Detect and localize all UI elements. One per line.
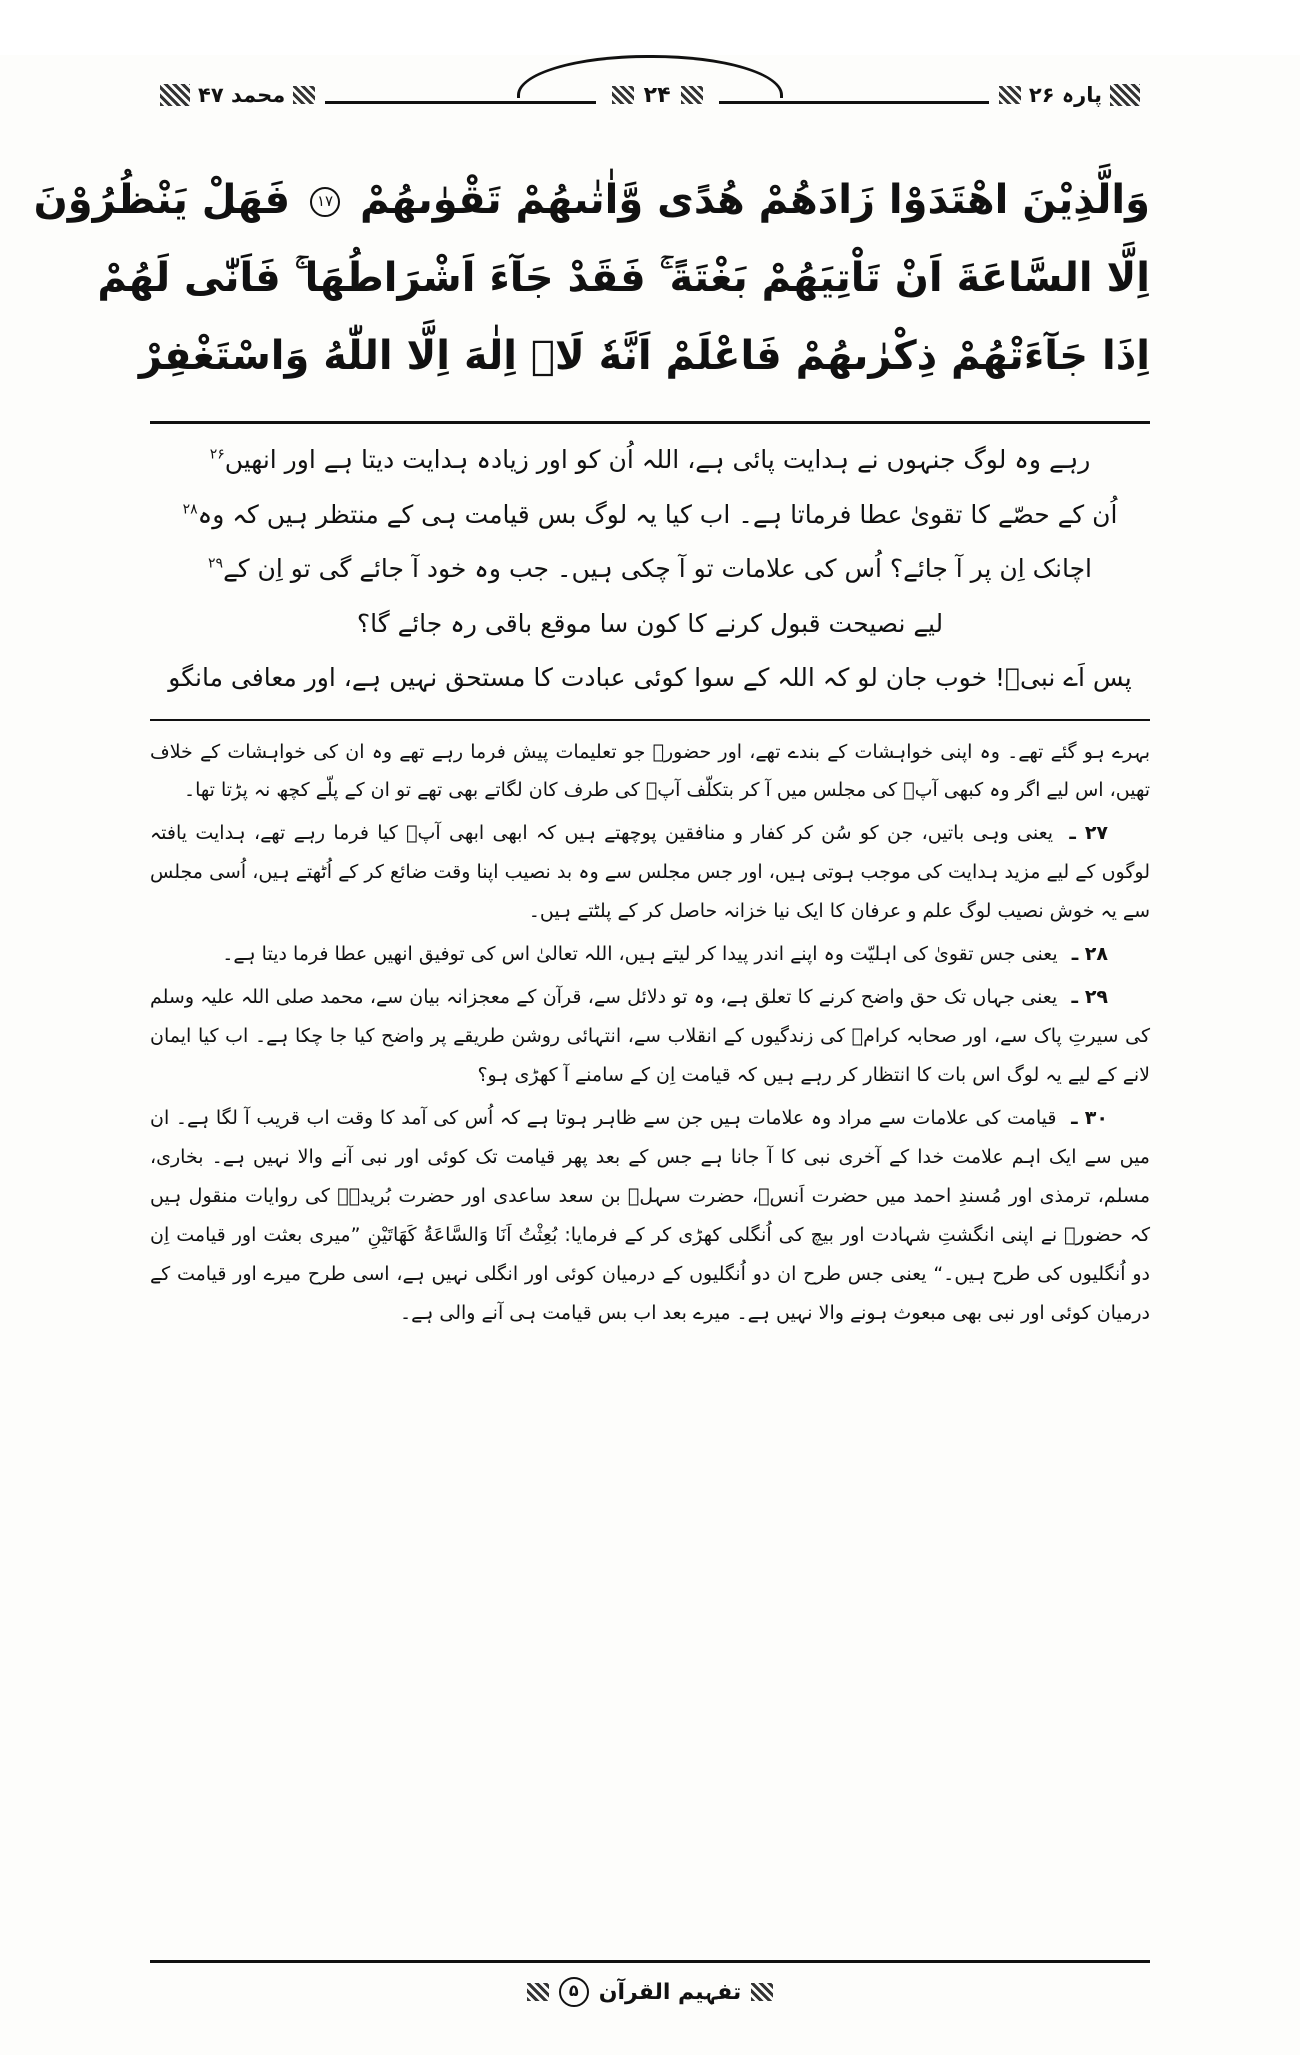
arabic-line-text: اِلَّا السَّاعَةَ اَنْ تَاْتِیَهُمْ بَغْتَةً ۚ فَقَدْ جَآءَ اَشْرَاطُهَا ۚ فَاَنّٰى لَهُمْ [97,255,1150,301]
arabic-line-text: وَالَّذِیْنَ اهْتَدَوْا زَادَهُمْ هُدًى وَّاٰتٰىهُمْ تَقْوٰىهُمْ [359,177,1150,223]
urdu-translation-block [150,434,1150,705]
ornament-icon [681,86,703,104]
header-page-number-cell [596,83,719,108]
ornament-icon [751,1983,773,2001]
header-page-number: ۲۴ [643,82,671,108]
ornament-icon [999,86,1021,104]
header-surah-cell [150,83,325,107]
arabic-line-text-part-a: اِذَا جَآءَتْهُمْ ذِكْرٰىهُمْ فَاعْلَمْ اَنَّهٗ لَاۤ اِلٰهَ اِلَّا اللّٰهُ وَاسْتَغْفِرْ [138,333,1150,379]
arabic-verses-block [33,161,1150,395]
section-divider-commentary [150,719,1150,721]
footer-divider-rule [150,1960,1150,1963]
section-divider-top [150,421,1150,424]
translation-text: پس اَے نبیؐ! خوب جان لو کہ اللہ کے سوا کوئی عبادت کا مستحق نہیں ہے، اور معافی مانگو [168,663,1132,692]
translation-text: اُن کے حصّے کا تقویٰ عطا فرماتا ہے۔ اب کیا یہ لوگ بس قیامت ہی کے منتظر ہیں کہ وہ [197,499,1118,529]
footer-volume-badge: ۵ [559,1977,589,2007]
translation-footnote-ref: ۲۹ [208,555,224,572]
translation-footnote-ref: ۲۶ [209,446,225,463]
translation-text: رہے وہ لوگ جنہوں نے ہدایت پائی ہے، اللہ اُن کو اور زیادہ ہدایت دیتا ہے اور انھیں [224,445,1091,474]
commentary-note-number: ۲۹ ـ [1071,986,1109,1009]
translation-line [150,489,1150,542]
arabic-line [33,161,1150,239]
translation-line [150,598,1150,651]
ornament-icon [160,84,190,106]
footer-book-mark [527,1977,774,2007]
header-surah-label: محمد ۴۷ [198,83,286,107]
commentary-note-number: ۳۰ ـ [1071,1106,1108,1129]
translation-line [150,543,1150,596]
commentary-paragraph [150,978,1150,1095]
commentary-text: یعنی جہاں تک حق واضح کرنے کا تعلق ہے، وہ تو دلائل سے، قرآن کے معجزانہ بیان سے، محمد صلی اللہ علیہ وسلم کی سیرتِ پاک سے، اور صحابہ کرامؓ کی زندگیوں کے انقلاب سے، انتہائی روشن طریقے پر واضح کیا جا چکا ہے۔ اب کیا ایمان لانے کے لیے یہ لوگ اس بات کا انتظار کر رہے ہیں کہ قیامت اِن کے سامنے آ کھڑی ہو؟ [150,986,1150,1086]
header-para-label: پارہ ۲۶ [1028,83,1102,107]
ornament-icon [293,86,315,104]
commentary-block [150,733,1150,1333]
arabic-line [138,317,1150,395]
commentary-text: قیامت کی علامات سے مراد وہ علامات ہیں جن سے ظاہر ہوتا ہے کہ اُس کی آمد کا وقت اب قریب آ لگا ہے۔ ان میں سے ایک اہم علامت خدا کے آخری نبی کا آ جانا ہے جس کے بعد پھر قیامت تک کوئی اور نبی آنے والا نہیں ہے۔ بخاری، مسلم، ترمذی اور مُسندِ احمد میں حضرت اَنسؓ، حضرت سہلؓ بن سعد ساعدی اور حضرت بُریدہؓ کی روایات منقول ہیں کہ حضورؐ نے اپنی انگشتِ شہادت اور بیچ کی اُنگلی کھڑی کر کے فرمایا: بُعِثْتُ اَنَا وَالسَّاعَةُ كَهَاتَیْنِ ”میری بعثت اور قیامت اِن دو اُنگلیوں کی طرح ہیں۔“ یعنی جس طرح ان دو اُنگلیوں کے درمیان کوئی اور انگلی نہیں ہے، اسی طرح میرے اور قیامت کے درمیان کوئی اور نبی بھی مبعوث ہونے والا نہیں ہے۔ میرے بعد اب بس قیامت ہی آنے والی ہے۔ [150,1106,1150,1324]
ornament-icon [1110,84,1140,106]
ornament-icon [527,1983,549,2001]
header-para-cell [989,83,1150,107]
commentary-paragraph [150,733,1150,811]
translation-text: اچانک اِن پر آ جائے؟ اُس کی علامات تو آ چکی ہیں۔ جب وہ خود آ جائے گی تو اِن کے [223,554,1092,583]
commentary-paragraph [150,814,1150,931]
arabic-line-tail: فَهَلْ یَنْظُرُوْنَ [33,177,291,223]
commentary-text: یعنی جس تقویٰ کی اہلیّت وہ اپنے اندر پیدا کر لیتے ہیں، اللہ تعالیٰ اس کی توفیق انھیں عطا فرما دیتا ہے۔ [222,943,1058,966]
footer-book-title: تفہیم القرآن [598,1979,742,2005]
translation-footnote-ref: ۲۸ [182,501,198,518]
commentary-note-number: ۲۸ ـ [1071,943,1108,966]
arabic-line [97,239,1150,317]
commentary-paragraph [150,1099,1150,1333]
commentary-note-number: ۲۷ ـ [1069,822,1109,845]
page-header [150,55,1150,135]
commentary-text: یعنی وہی باتیں، جن کو سُن کر کفار و منافقین پوچھتے ہیں کہ ابھی ابھی آپؐ کیا فرما رہے تھے، ہدایت یافتہ لوگوں کے لیے مزید ہدایت کی موجب ہوتی ہیں، اور جس مجلس سے وہ بد نصیب اپنا وقت ضائع کر کے اُٹھتے ہیں، اُسی مجلس سے یہ خوش نصیب لوگ علم و عرفان کا ایک نیا خزانہ حاصل کر کے پلٹتے ہیں۔ [150,822,1150,923]
translation-line [150,434,1150,487]
commentary-paragraph [150,935,1150,974]
document-page [0,55,1300,2055]
translation-text: لیے نصیحت قبول کرنے کا کون سا موقع باقی رہ جائے گا؟ [356,608,944,638]
commentary-text: بہرے ہو گئے تھے۔ وہ اپنی خواہشات کے بندے تھے، اور حضورؐ جو تعلیمات پیش فرما رہے تھے وہ ان کی خواہشات کے خلاف تھیں، اس لیے اگر وہ کبھی آپؐ کی مجلس میں آ کر بتکلّف آپؐ کی طرف کان لگاتے بھی تھے تو ان کے پلّے کچھ نہ پڑتا تھا۔ [150,740,1150,802]
ornament-icon [612,86,634,104]
translation-line [150,652,1150,705]
ayah-number-badge: ۱۷ [310,187,340,217]
